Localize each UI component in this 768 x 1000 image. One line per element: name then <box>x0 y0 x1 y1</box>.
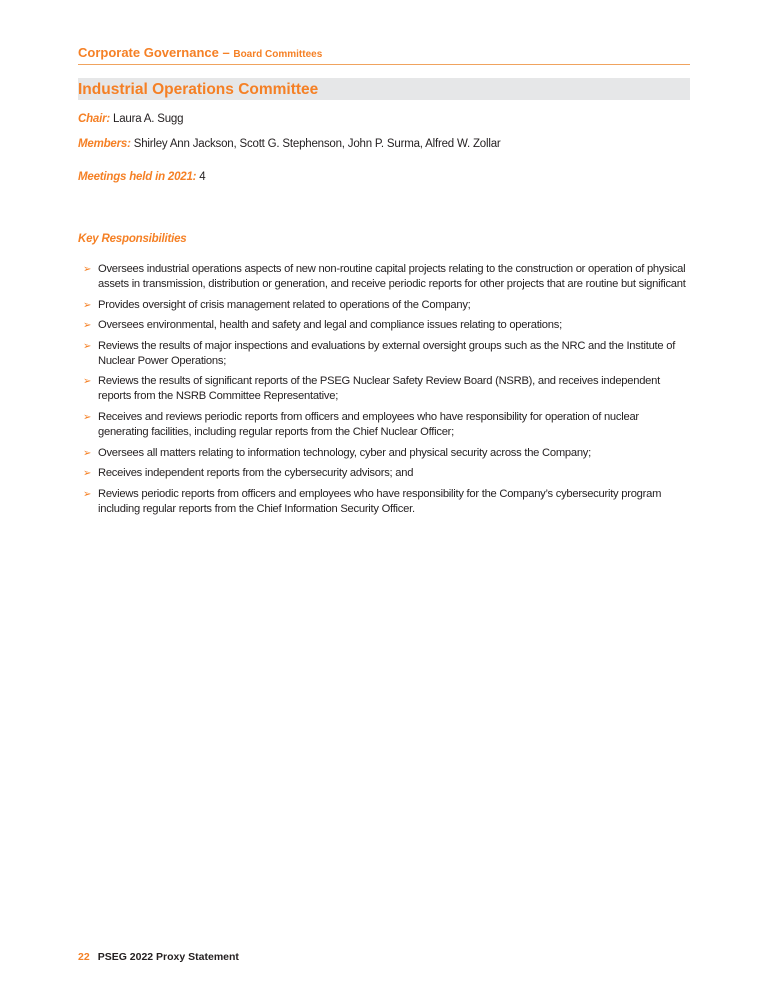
page-number: 22 <box>78 951 90 963</box>
arrow-bullet-icon: ➢ <box>83 264 92 275</box>
arrow-bullet-icon: ➢ <box>83 340 92 352</box>
responsibilities-heading: Key Responsibilities <box>78 233 187 245</box>
header-dash: – <box>218 45 234 60</box>
footer-document-title: PSEG 2022 Proxy Statement <box>97 951 239 963</box>
arrow-bullet-icon: ➢ <box>83 488 92 500</box>
arrow-bullet-icon: ➢ <box>83 411 92 423</box>
header-subsection: Board Committees <box>233 49 323 60</box>
chair-value: Laura A. Sugg <box>110 113 184 125</box>
meetings-label: Meetings held in 2021: <box>78 171 197 183</box>
list-item: ➢ Receives independent reports from the cybersecurity advisors; and <box>83 467 414 480</box>
meetings-value: 4 <box>196 171 206 183</box>
list-item: ➢ Provides oversight of crisis management related to operations of the Company; <box>83 298 471 311</box>
members-value: Shirley Ann Jackson, Scott G. Stephenson, John P. Surma, Alfred W. Zollar <box>130 138 501 150</box>
arrow-bullet-icon: ➢ <box>83 320 92 332</box>
list-item: ➢ Receives and reviews periodic reports from officers and employees who have responsibility for operation of nuclear generating facilities, including regular reports from the Chief Nuclear Officer; <box>83 410 639 438</box>
header-section: Corporate Governance <box>78 45 219 60</box>
members-label: Members: <box>78 138 131 150</box>
committee-title: Industrial Operations Committee <box>78 81 319 98</box>
list-item: ➢ Oversees industrial operations aspects of new non-routine capital projects relating to the construction or operation of physical assets in transmission, distribution or generation, and receive periodic reports for other projects that are routine but significant <box>83 263 686 290</box>
arrow-bullet-icon: ➢ <box>83 468 92 480</box>
list-item: ➢ Reviews periodic reports from officers and employees who have responsibility for the Company’s cybersecurity program including regular reports from the Chief Information Security Officer. <box>83 487 662 515</box>
committee-title-bar <box>78 78 690 100</box>
list-item: ➢ Reviews the results of significant reports of the PSEG Nuclear Safety Review Board (NSRB), and receives independent reports from the NSRB Committee Representative; <box>83 375 660 403</box>
arrow-bullet-icon: ➢ <box>83 376 92 388</box>
chair-line <box>78 112 183 126</box>
responsibilities-list <box>78 262 692 522</box>
meetings-line <box>78 170 206 184</box>
list-item: ➢ Oversees environmental, health and safety and legal and compliance issues relating to operations; <box>83 319 562 332</box>
list-item: ➢ Oversees all matters relating to information technology, cyber and physical security across the Company; <box>83 446 592 459</box>
running-header <box>78 44 690 65</box>
chair-label: Chair: <box>78 113 111 125</box>
arrow-bullet-icon: ➢ <box>83 447 92 459</box>
page-footer <box>78 951 239 963</box>
members-line <box>78 137 501 151</box>
list-item: ➢ Reviews the results of major inspections and evaluations by external oversight groups such as the NRC and the Institute of Nuclear Power Operations; <box>83 339 676 367</box>
arrow-bullet-icon: ➢ <box>83 299 92 311</box>
